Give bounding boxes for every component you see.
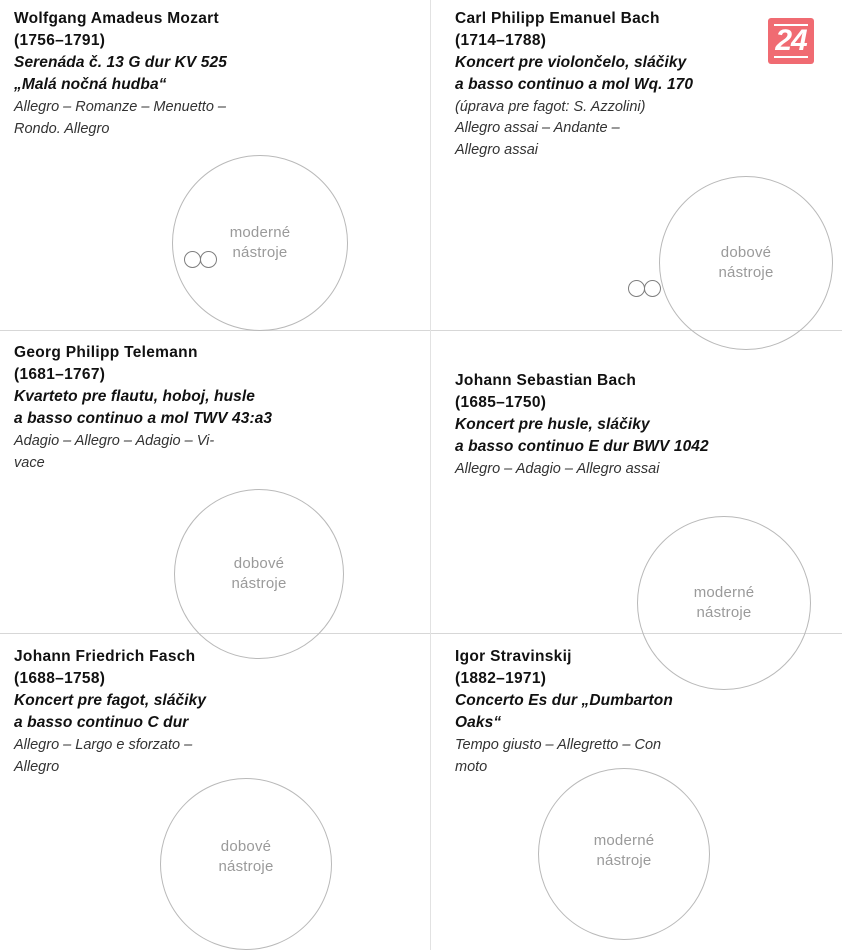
ring-icon <box>184 251 201 268</box>
composer-name: Igor Stravinskij <box>455 648 572 665</box>
instruments-circle-period <box>174 489 344 659</box>
column-divider <box>430 0 431 950</box>
instruments-circle-line1: dobové <box>720 243 772 261</box>
instruments-circle-line2: nástroje <box>218 858 274 875</box>
composer-name: Wolfgang Amadeus Mozart <box>14 10 219 27</box>
movements-line2: Allegro assai <box>455 142 539 159</box>
work-title-line2: a basso continuo a mol TWV 43:a3 <box>14 410 273 428</box>
composer-name: Georg Philipp Telemann <box>14 344 198 361</box>
composer-dates: (1681–1767) <box>14 366 106 383</box>
instruments-circle-modern <box>172 155 348 331</box>
program-entry-js-bach <box>455 370 842 481</box>
instruments-circle-line1: moderné <box>693 583 755 601</box>
page-number-badge-label: 24 <box>775 24 807 57</box>
program-entry-fasch <box>14 646 414 778</box>
ring-icon <box>200 251 217 268</box>
movements-line1: Allegro assai – Andante – <box>455 120 620 137</box>
work-title-line1: Koncert pre violončelo, sláčiky <box>455 54 687 71</box>
ring-icon <box>644 280 661 297</box>
movements-line1: Allegro – Largo e sforzato – <box>14 736 193 753</box>
work-title-line2: Oaks“ <box>455 714 502 732</box>
instruments-circle-line2: nástroje <box>232 244 288 261</box>
movements-line2: Allegro <box>14 758 60 775</box>
composer-dates: (1756–1791) <box>14 32 106 49</box>
program-entry-stravinskij <box>455 646 842 778</box>
composer-name: Johann Sebastian Bach <box>455 372 637 389</box>
instruments-circle-line1: dobové <box>220 837 272 855</box>
ring-icon <box>628 280 645 297</box>
instruments-circle-line2: nástroje <box>718 264 774 281</box>
work-note: (úprava pre fagot: S. Azzolini) <box>455 98 646 115</box>
program-entry-mozart <box>14 8 414 140</box>
work-title-line1: Koncert pre husle, sláčiky <box>455 416 650 433</box>
movements-line1: Allegro – Romanze – Menuetto – <box>14 98 226 115</box>
composer-dates: (1688–1758) <box>14 670 106 687</box>
instruments-circle-line1: moderné <box>229 223 291 241</box>
work-title-line1: Kvarteto pre flautu, hoboj, husle <box>14 388 255 405</box>
work-title-line1: Concerto Es dur „Dumbarton <box>455 692 673 709</box>
work-title-line2: a basso continuo E dur BWV 1042 <box>455 438 709 456</box>
program-entry-telemann <box>14 342 414 474</box>
instruments-circle-line2: nástroje <box>696 604 752 621</box>
movements-line2: vace <box>14 454 45 471</box>
work-title-line1: Serenáda č. 13 G dur KV 525 <box>14 54 227 71</box>
movements-line1: Adagio – Allegro – Adagio – Vi- <box>14 432 215 449</box>
work-title-line2: „Malá nočná hudba“ <box>14 76 167 94</box>
composer-name: Johann Friedrich Fasch <box>14 648 196 665</box>
work-title-line2: a basso continuo a mol Wq. 170 <box>455 76 694 94</box>
composer-dates: (1685–1750) <box>455 394 547 411</box>
instruments-circle-line2: nástroje <box>231 575 287 592</box>
program-entry-cpe-bach <box>455 8 842 162</box>
movements-line2: Rondo. Allegro <box>14 120 110 137</box>
instruments-circle-period <box>160 778 332 950</box>
composer-dates: (1714–1788) <box>455 32 547 49</box>
instruments-circle-period <box>659 176 833 350</box>
movements-line1: Tempo giusto – Allegretto – Con <box>455 736 662 753</box>
instruments-circle-line1: moderné <box>593 831 655 849</box>
composer-name: Carl Philipp Emanuel Bach <box>455 10 660 27</box>
movements-line2: moto <box>455 758 488 775</box>
movements-line1: Allegro – Adagio – Allegro assai <box>455 460 660 477</box>
instruments-circle-line1: dobové <box>233 554 285 572</box>
work-title-line2: a basso continuo C dur <box>14 714 189 732</box>
work-title-line1: Koncert pre fagot, sláčiky <box>14 692 207 709</box>
instruments-circle-line2: nástroje <box>596 852 652 869</box>
composer-dates: (1882–1971) <box>455 670 547 687</box>
instruments-circle-modern <box>538 768 710 940</box>
